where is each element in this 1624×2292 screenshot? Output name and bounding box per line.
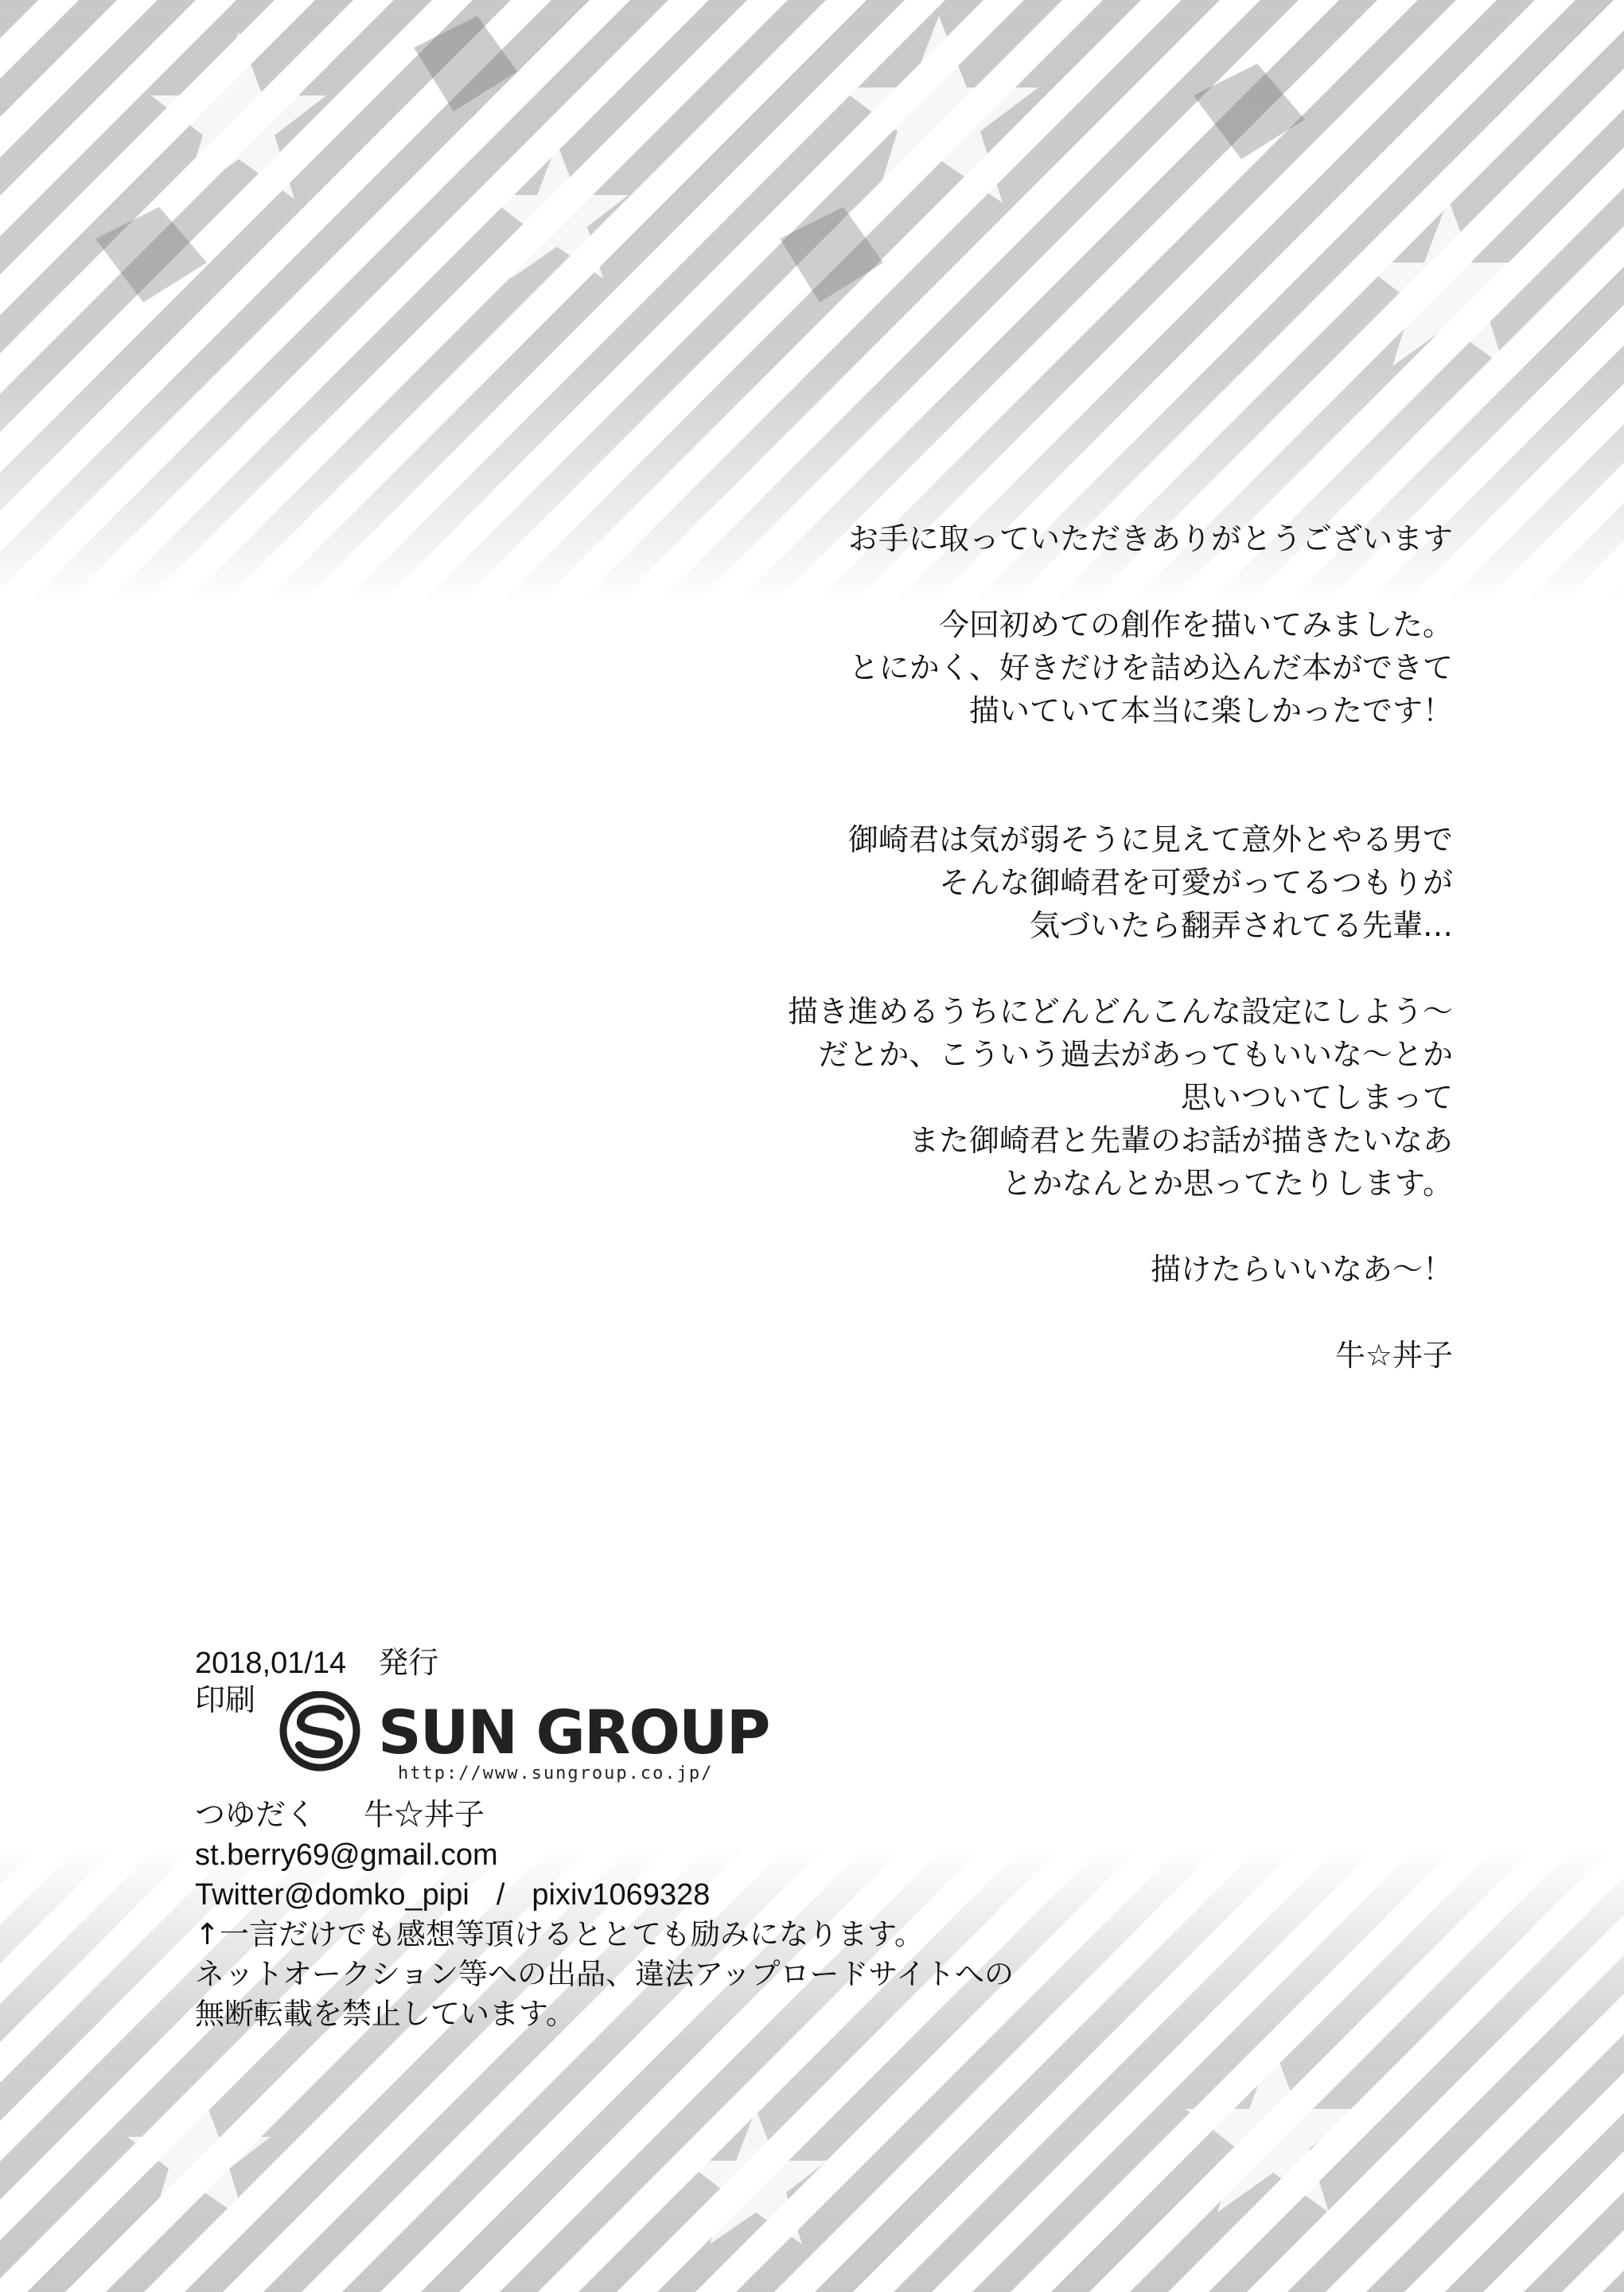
social-row <box>195 1875 1150 1915</box>
printer-label: 印刷 <box>195 1682 256 1717</box>
afterword <box>419 517 1453 1377</box>
afterword-greeting: お手に取っていただきありがとうございます <box>847 521 1453 556</box>
afterword-para3-line3: 思いついてしまって <box>1180 1080 1453 1115</box>
printer-url: http://www.sungroup.co.jp/ <box>398 1764 714 1783</box>
circle-name: つゆだく <box>195 1797 317 1832</box>
separator: / <box>496 1878 505 1912</box>
afterword-para3-line5: とかなんとか思ってたりします。 <box>1002 1166 1453 1201</box>
afterword-para1-line3: 描いていて本当に楽しかったです！ <box>968 693 1453 728</box>
twitter-handle: Twitter@domko_pipi <box>195 1878 469 1912</box>
afterword-para3-line1: 描き進めるうちにどんどんこんな設定にしよう～ <box>787 994 1453 1029</box>
afterword-para3-line4: また御崎君と先輩のお話が描きたいなあ <box>908 1123 1453 1158</box>
prohibition-line2: 無断転載を禁止しています。 <box>195 1997 576 2031</box>
author-row <box>195 1795 1150 1835</box>
prohibition-line1: ネットオークション等への出品、違法アップロードサイトへの <box>195 1957 1014 1991</box>
afterword-para2-line2: そんな御崎君を可愛がってるつもりが <box>939 865 1453 900</box>
decorative-stripe-pattern-top <box>0 0 1624 605</box>
colophon <box>195 1643 1150 2034</box>
afterword-para2-line3: 気づいたら翻弄されてる先輩… <box>1029 908 1453 943</box>
publication-date-label: 発行 <box>378 1647 439 1680</box>
afterword-para1-line2: とにかく、好きだけを詰め込んだ本ができて <box>848 650 1453 685</box>
afterword-para1-line1: 今回初めての創作を描いてみました。 <box>938 607 1453 642</box>
pixiv-id: pixiv1069328 <box>532 1878 711 1912</box>
afterword-closing: 描けたらいいなあ～！ <box>1150 1252 1453 1287</box>
sun-group-logo <box>271 1691 843 1787</box>
afterword-para3-line2: だとか、こういう過去があってもいいな～とか <box>818 1037 1453 1072</box>
email: st.berry69@gmail.com <box>195 1838 498 1872</box>
printer-logo-wordmark: SUN GROUP <box>378 1697 769 1768</box>
feedback-note: ↑一言だけでも感想等頂けるととても励みになります。 <box>195 1917 925 1951</box>
publication-date: 2018,01/14 <box>195 1647 347 1680</box>
printer-row <box>195 1683 1150 1795</box>
afterword-para2-line1: 御崎君は気が弱そうに見えて意外とやる男で <box>847 822 1453 857</box>
author-name: 牛☆丼子 <box>364 1799 485 1832</box>
afterword-signature: 牛☆丼子 <box>1334 1338 1453 1373</box>
publication-date-row <box>195 1643 1150 1683</box>
